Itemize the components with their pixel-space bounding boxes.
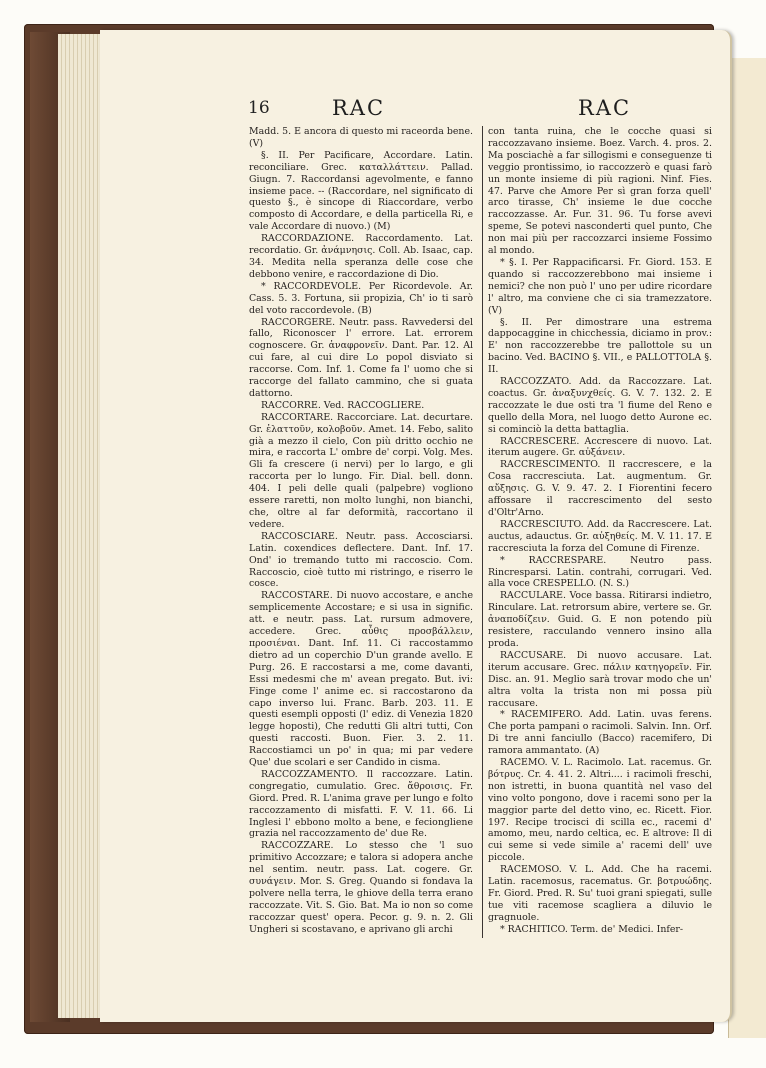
entry-paragraph: * RACCORDEVOLE. Per Ricordevole. Ar. Cass. 5. 3. Fortuna, sii propizia, Ch' io ti sarò del voto raccordevole. (B) bbox=[249, 280, 473, 316]
entry-paragraph: RACCORDAZIONE. Raccordamento. Lat. recordatio. Gr. ἀνάμνησις. Coll. Ab. Isaac, cap. 34. Medita nella speranza delle cose che debbono venire, e raccordazione di Dio. bbox=[249, 233, 473, 280]
entry-paragraph: RACCUSARE. Di nuovo accusare. Lat. iterum accusare. Grec. πάλιν κατηγορεῖν. Fir. Disc. an. 91. Meglio sarà trovar modo che un' altra volta la trista non mi possa più raccusare. bbox=[488, 649, 712, 709]
entry-paragraph: RACCOSTARE. Di nuovo accostare, e anche semplicemente Accostare; e si usa in signific. att. e neutr. pass. Lat. rursum admovere, accedere. Grec. αὖθις προσβάλλειν, προσιέναι. Dant. Inf. 11. Ci raccostammo dietro ad un coperchio D'un grande avello. E Purg. 26. E raccostarsi a me, come davanti, Essi medesmi che m' avean pregato. But. ivi: Finge come l' anime ec. si raccostarono da capo inverso lui. Franc. Barb. 203. 11. E questi esempli opposti (l' ediz. di Venezia 1820 legge hoposti), Che redutti Gli altri tutti, Con questi raccosti. Buon. Fier. 3. 2. 11. Raccostiamci un po' in qua; mi par vedere Que' due scolari e ser Candido in cisma. bbox=[249, 590, 473, 769]
entry-paragraph: * RACCRESPARE. Neutro pass. Rincresparsi. Latin. contrahi, corrugari. Ved. alla voce CRESPELLO. (N. S.) bbox=[488, 554, 712, 590]
entry-paragraph: RACCORTARE. Raccorciare. Lat. decurtare. Gr. ἐλαττοῦν, κολοβοῦν. Amet. 14. Febo, salito già a mezzo il cielo, Con più dritto occhio ne mira, e raccorta L' ombre de' corpi. Volg. Mes. Gli fa crescere (i nervi) per lo largo, e gli raccorta per lo lungo. Fir. Dial. bell. donn. 404. I peli delle quali (palpebre) vogliono essere raretti, non molto lunghi, non bianchi, che, oltre al far deformità, raccortano il vedere. bbox=[249, 411, 473, 530]
entry-paragraph: Madd. 5. E ancora di questo mi raceorda bene. (V) bbox=[249, 126, 473, 149]
page-number: 16 bbox=[248, 98, 270, 118]
entry-paragraph: * RACEMIFERO. Add. Latin. uvas ferens. Che porta pampani o racimoli. Salvin. Inn. Orf. Di tre anni fanciullo (Bacco) racemifero, Di ramora ammantato. (A) bbox=[488, 709, 712, 757]
facing-page-edge bbox=[728, 58, 766, 1038]
page-header bbox=[248, 96, 708, 126]
entry-paragraph: RACCRESCIUTO. Add. da Raccrescere. Lat. auctus, adauctus. Gr. αὐξηθείς. M. V. 11. 17. E raccresciuta la forza del Comune di Firenze. bbox=[488, 518, 712, 554]
entry-paragraph: RACCOZZARE. Lo stesso che 'l suo primitivo Accozzare; e talora si adopera anche nel sentim. neutr. pass. Lat. cogere. Gr. συνάγειν. Mor. S. Greg. Quando si fondava la polvere nella terra, le ghiove della terra erano raccozzate. Vit. S. Gio. Bat. Ma io non so come raccozzar quest' opera. Pecor. g. 9. n. 2. Gli Ungheri si scostavano, e aprivano gli archi bbox=[249, 840, 473, 935]
entry-paragraph: * RACHITICO. Term. de' Medici. Infer- bbox=[500, 923, 684, 935]
left-column bbox=[249, 126, 473, 946]
entry-paragraph: RACEMO. V. L. Racimolo. Lat. racemus. Gr. βότρυς. Cr. 4. 41. 2. Altri.... i racimoli freschi, non istretti, in buona quantità nel vaso del vino volto pongono, dove i racemi sono per la maggior parte del detto vino, ec. Ricett. Fior. 197. Recipe trocisci di scilla ec., racemi d' amomo, meu, nardo celtica, ec. E altrove: Il di cui seme si vede simile a' racemi dell' uve piccole. bbox=[488, 757, 712, 864]
entry-paragraph: RACCULARE. Voce bassa. Ritirarsi indietro, Rinculare. Lat. retrorsum abire, vertere se. Gr. ἀναποδίζειν. Guid. G. E non potendo più resistere, racculando vennero insino alla proda. bbox=[488, 590, 712, 649]
entry-paragraph: RACCOSCIARE. Neutr. pass. Accosciarsi. Latin. coxendices deflectere. Dant. Inf. 17. Ond' io tremando tutto mi raccoscio. Com. Raccoscio, cioè tutto mi ristringo, e riserro le cosce. bbox=[249, 530, 473, 590]
entry-paragraph: * §. I. Per Rappacificarsi. Fr. Giord. 153. E quando si raccozzerebbono mai insieme i nemici? che non può l' uno per udire ricordare l' altro, ma conviene che ci sia tramezzatore. (V) bbox=[488, 256, 712, 316]
right-column bbox=[488, 126, 712, 946]
entry-paragraph: RACCORGERE. Neutr. pass. Ravvedersi del fallo, Riconoscer l' errore. Lat. errorem cognoscere. Gr. ἀναφρονεῖν. Dant. Par. 12. Al cui fare, al cui dire Lo popol disviato si raccorse. Com. Inf. 1. Come fa l' uomo che si raccorge del fallato cammino, che si guata dattorno. bbox=[249, 316, 473, 399]
running-head-left: RAC bbox=[332, 96, 386, 120]
entry-paragraph: RACCRESCERE. Accrescere di nuovo. Lat. iterum augere. Gr. αὐξάνειν. bbox=[488, 435, 712, 459]
entry-paragraph: §. II. Per dimostrare una estrema dappocaggine in chicchessia, diciamo in prov.: E' non raccozzerebbe tre pallottole su un bacino. Ved. BACINO §. VII., e PALLOTTOLA §. II. bbox=[488, 316, 712, 376]
entry-paragraph: con tanta ruina, che le cocche quasi si raccozzavano insieme. Boez. Varch. 4. pros. 2. Ma posciachè a far sillogismi e conseguenze ti veggio prontissimo, io raccozzerò e quasi farò un monte insieme di più ragioni. Ninf. Fies. 47. Parve che Amore Per sì gran forza quell' arco tirasse, Ch' insieme le due cocche raccozzasse. Ar. Fur. 31. 96. Tu forse avevi speme, Se potevi nasconderti quel punto, Che non mai più per raccozzarci insieme Fossimo al mondo. bbox=[488, 126, 712, 257]
entry-paragraph: RACEMOSO. V. L. Add. Che ha racemi. Latin. racemosus, racematus. Gr. βοτρυώδης. Fr. Giord. Pred. R. Su' tuoi grani spiegati, sulle tue viti racemose scagliera a diluvio le gragnuole. bbox=[488, 864, 712, 923]
entry-paragraph: §. II. Per Pacificare, Accordare. Latin. reconciliare. Grec. καταλλάττειν. Pallad. Giugn. 7. Raccordansi agevolmente, e fanno insieme pace. -- (Raccordare, nel significato di questo §., è sincope di Riaccordare, verbo composto di Accordare, e della particella Ri, e vale Accordare di nuovo.) (M) bbox=[249, 149, 473, 233]
entry-paragraph: RACCRESCIMENTO. Il raccrescere, e la Cosa raccresciuta. Lat. augmentum. Gr. αὔξησις. G. V. 9. 47. 2. I Fiorentini fecero affossare il raccrescimento del sesto d'Oltr'Arno. bbox=[488, 459, 712, 518]
entry-paragraph: RACCOZZAMENTO. Il raccozzare. Latin. congregatio, cumulatio. Grec. ἄθροισις. Fr. Giord. Pred. R. L'anima grave per lungo e folto raccozzamento di misfatti. F. V. 11. 66. Li Inglesi l' ebbono molto a bene, e feciongliene grazia nel raccozzamento de' due Re. bbox=[249, 768, 473, 840]
entry-paragraph: RACCORRE. Ved. RACCOGLIERE. bbox=[261, 399, 425, 411]
column-divider bbox=[482, 126, 483, 938]
running-head-right: RAC bbox=[578, 96, 632, 120]
entry-paragraph: RACCOZZATO. Add. da Raccozzare. Lat. coactus. Gr. ἀναξυνχθείς. G. V. 7. 132. 2. E raccozzate le due osti tra 'l fiume del Reno e quello della Mora, nel luogo detto Aurone ec. si cominciò la detta battaglia. bbox=[488, 376, 712, 435]
